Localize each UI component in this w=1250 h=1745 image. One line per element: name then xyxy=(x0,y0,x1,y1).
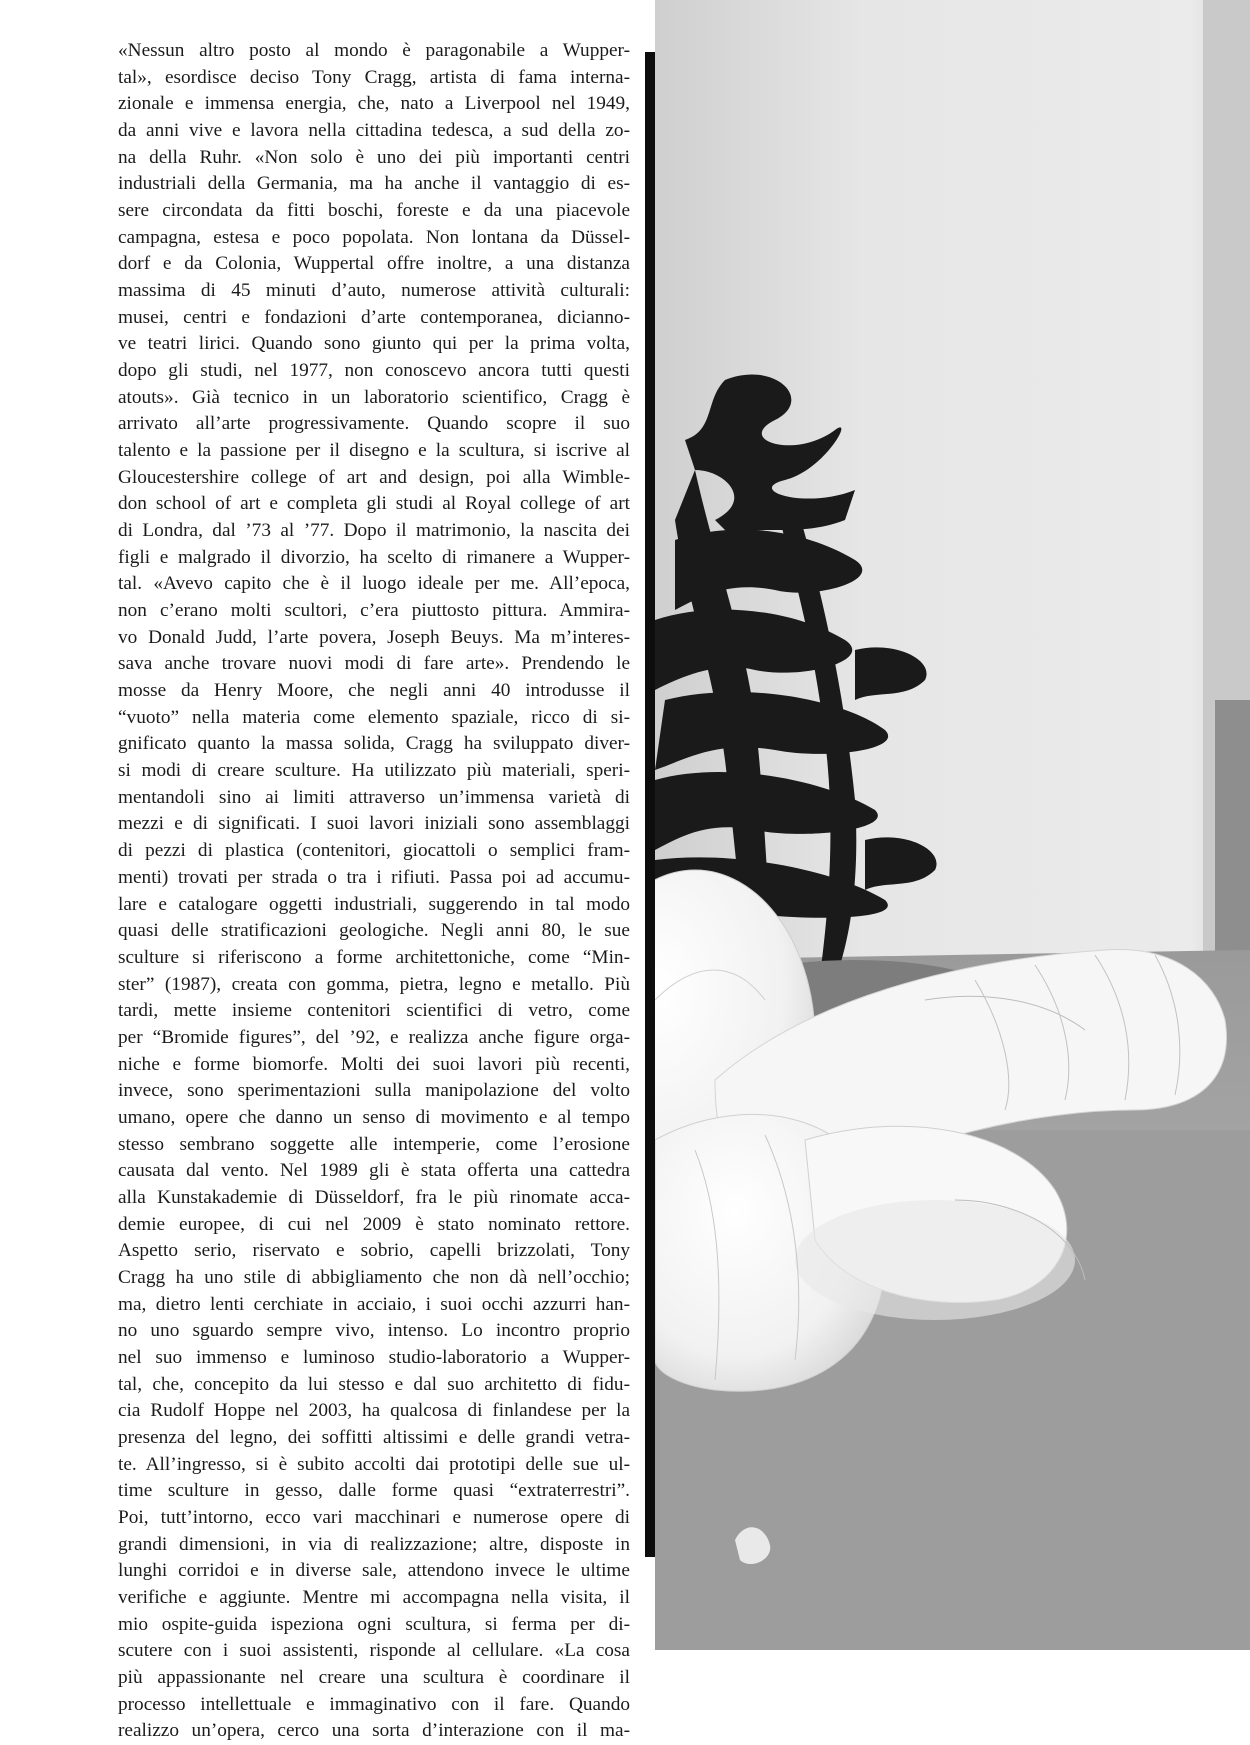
article-line: tardi, mette insieme contenitori scientifici di vetro, come xyxy=(118,1000,630,1022)
article-line: di Londra, dal ’73 al ’77. Dopo il matrimonio, la nascita dei xyxy=(118,520,630,542)
article-line: mio ospite-guida ispeziona ogni scultura, si ferma per di- xyxy=(118,1613,630,1635)
article-line: da anni vive e lavora nella cittadina tedesca, a sud della zo- xyxy=(118,120,630,142)
article-line: sere circondata da fitti boschi, foreste e da una piacevole xyxy=(118,200,630,222)
article-line: industriali della Germania, ma ha anche il vantaggio di es- xyxy=(118,173,630,195)
article-text-column xyxy=(118,38,630,1745)
article-line: per “Bromide figures”, del ’92, e realizza anche figure orga- xyxy=(118,1026,630,1048)
article-line: demie europee, di cui nel 2009 è stato nominato rettore. xyxy=(118,1213,630,1235)
article-line: causata dal vento. Nel 1989 gli è stata offerta una cattedra xyxy=(118,1160,630,1182)
article-line: mentandoli sino ai limiti attraverso un’immensa varietà di xyxy=(118,786,630,808)
article-line: niche e forme biomorfe. Molti dei suoi lavori più recenti, xyxy=(118,1053,630,1075)
article-line: quasi delle stratificazioni geologiche. Negli anni 80, le sue xyxy=(118,920,630,942)
article-line: tal. «Avevo capito che è il luogo ideale per me. All’epoca, xyxy=(118,573,630,595)
article-line: atouts». Già tecnico in un laboratorio scientifico, Cragg è xyxy=(118,386,630,408)
article-line: grandi dimensioni, in via di realizzazione; altre, disposte in xyxy=(118,1533,630,1555)
article-line: time sculture in gesso, dalle forme quasi “extraterrestri”. xyxy=(118,1480,630,1502)
article-line: nel suo immenso e luminoso studio-laboratorio a Wupper- xyxy=(118,1346,630,1368)
article-line: si modi di creare sculture. Ha utilizzato più materiali, speri- xyxy=(118,760,630,782)
article-line: talento e la passione per il disegno e la scultura, si iscrive al xyxy=(118,440,630,462)
article-line: massima di 45 minuti d’auto, numerose attività culturali: xyxy=(118,280,630,302)
article-line: gnificato quanto la massa solida, Cragg ha sviluppato diver- xyxy=(118,733,630,755)
article-line: Aspetto serio, riservato e sobrio, capelli brizzolati, Tony xyxy=(118,1240,630,1262)
article-line: te. All’ingresso, si è subito accolti dai prototipi delle sue ul- xyxy=(118,1453,630,1475)
article-line: Poi, tutt’intorno, ecco vari macchinari e numerose opere di xyxy=(118,1506,630,1528)
article-line: na della Ruhr. «Non solo è uno dei più importanti centri xyxy=(118,146,630,168)
article-line: non c’erano molti scultori, c’era piuttosto pittura. Ammira- xyxy=(118,600,630,622)
article-line: processo intellettuale e immaginativo con il fare. Quando xyxy=(118,1693,630,1715)
article-line: mezzi e di significati. I suoi lavori iniziali sono assemblaggi xyxy=(118,813,630,835)
article-line: ma, dietro lenti cerchiate in acciaio, i suoi occhi azzurri han- xyxy=(118,1293,630,1315)
article-line: tal, che, concepito da lui stesso e dal suo architetto di fidu- xyxy=(118,1373,630,1395)
article-line: sculture si riferiscono a forme architettoniche, come “Min- xyxy=(118,946,630,968)
article-line: ve teatri lirici. Quando sono giunto qui per la prima volta, xyxy=(118,333,630,355)
article-line: dorf e da Colonia, Wuppertal offre inoltre, a una distanza xyxy=(118,253,630,275)
article-line: alla Kunstakademie di Düsseldorf, fra le più rinomate acca- xyxy=(118,1186,630,1208)
article-line: presenza del legno, dei soffitti altissimi e delle grandi vetra- xyxy=(118,1426,630,1448)
article-line: campagna, estesa e poco popolata. Non lontana da Düssel- xyxy=(118,226,630,248)
article-line: lare e catalogare oggetti industriali, suggerendo in tal modo xyxy=(118,893,630,915)
article-line: figli e malgrado il divorzio, ha scelto di rimanere a Wupper- xyxy=(118,546,630,568)
article-line: invece, sono sperimentazioni sulla manipolazione del volto xyxy=(118,1080,630,1102)
article-line: stesso sembrano soggette alle intemperie, come l’erosione xyxy=(118,1133,630,1155)
article-line: sava anche trovare nuovi modi di fare arte». Prendendo le xyxy=(118,653,630,675)
article-line: ster” (1987), creata con gomma, pietra, legno e metallo. Più xyxy=(118,973,630,995)
article-line: zionale e immensa energia, che, nato a Liverpool nel 1949, xyxy=(118,93,630,115)
article-line: arrivato all’arte progressivamente. Quando scopre il suo xyxy=(118,413,630,435)
article-line: menti) trovati per strada o tra i rifiuti. Passa poi ad accumu- xyxy=(118,866,630,888)
article-line: umano, opere che danno un senso di movimento e al tempo xyxy=(118,1106,630,1128)
article-line: Cragg ha uno stile di abbigliamento che non dà nell’occhio; xyxy=(118,1266,630,1288)
article-line: Gloucestershire college of art and design, poi alla Wimble- xyxy=(118,466,630,488)
article-line: mosse da Henry Moore, che negli anni 40 introdusse il xyxy=(118,680,630,702)
studio-photo xyxy=(655,0,1250,1650)
article-line: no uno sguardo sempre vivo, intenso. Lo incontro proprio xyxy=(118,1320,630,1342)
article-line: lunghi corridoi e in diverse sale, attendono invece le ultime xyxy=(118,1560,630,1582)
article-line: dopo gli studi, nel 1977, non conoscevo ancora tutti questi xyxy=(118,360,630,382)
article-line: don school of art e completa gli studi al Royal college of art xyxy=(118,493,630,515)
vertical-black-bar xyxy=(645,52,655,1557)
article-line: verifiche e aggiunte. Mentre mi accompagna nella visita, il xyxy=(118,1586,630,1608)
article-line: «Nessun altro posto al mondo è paragonabile a Wupper- xyxy=(118,40,630,61)
article-line: tal», esordisce deciso Tony Cragg, artista di fama interna- xyxy=(118,66,630,88)
article-line: musei, centri e fondazioni d’arte contemporanea, dicianno- xyxy=(118,306,630,328)
article-line: “vuoto” nella materia come elemento spaziale, ricco di si- xyxy=(118,706,630,728)
article-line: realizzo un’opera, cerco una sorta d’interazione con il ma- xyxy=(118,1720,630,1742)
article-line: scutere con i suoi assistenti, risponde al cellulare. «La cosa xyxy=(118,1640,630,1662)
article-line: cia Rudolf Hoppe nel 2003, ha qualcosa di finlandese per la xyxy=(118,1400,630,1422)
article-line: di pezzi di plastica (contenitori, giocattoli o semplici fram- xyxy=(118,840,630,862)
article-line: vo Donald Judd, l’arte povera, Joseph Beuys. Ma m’interes- xyxy=(118,626,630,648)
article-line: più appassionante nel creare una scultura è coordinare il xyxy=(118,1666,630,1688)
